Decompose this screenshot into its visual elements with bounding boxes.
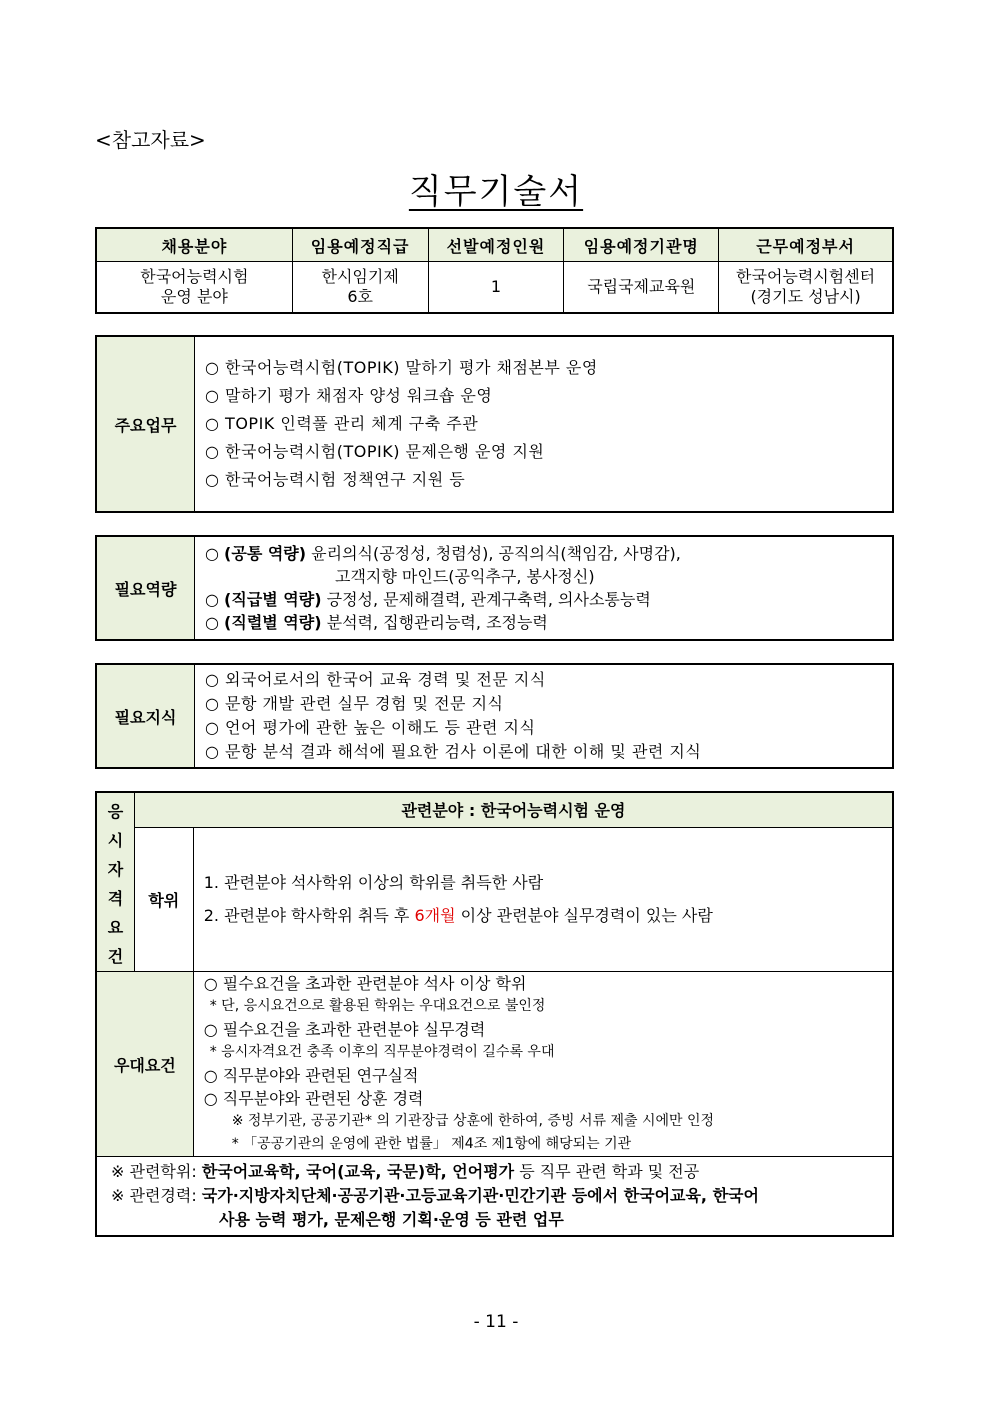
list-item: ○ 필수요건을 초과한 관련분야 실무경력 [203, 1020, 486, 1039]
value-field: 한국어능력시험 운영 분야 [97, 262, 293, 313]
knowledge-list [195, 665, 893, 768]
list-item: ○ 한국어능력시험(TOPIK) 말하기 평가 채점본부 운영 [205, 358, 598, 377]
list-item: ※ 정부기관, 공공기관* 의 기관장급 상훈에 한하여, 증빙 서류 제출 시에만 인정 [231, 1113, 715, 1129]
degree-requirements [193, 827, 892, 971]
list-item: * 응시자격요건 충족 이후의 직무분야경력이 길수록 우대 [209, 1044, 555, 1060]
highlight-duration: 6개월 [414, 906, 456, 926]
list-item: ○ TOPIK 인력풀 관리 체계 구축 주관 [205, 414, 479, 433]
qualification-table [96, 792, 893, 1236]
list-item: * 「공공기관의 운영에 관한 법률」 제4조 제1항에 해당되는 기관 [231, 1136, 632, 1152]
knowledge-label: 필요지식 [97, 665, 195, 768]
list-item: ○ (직급별 역량) 긍정성, 문제해결력, 관계구축력, 의사소통능력 [205, 590, 651, 609]
recruitment-info-table [96, 228, 893, 313]
list-item: 2. 관련분야 학사학위 취득 후 6개월 이상 관련분야 실무경력이 있는 사람 [203, 906, 713, 926]
list-item: * 단, 응시요건으로 활용된 학위는 우대요건으로 불인정 [209, 998, 546, 1014]
competency-table [96, 536, 893, 640]
note-related-career-cont: 사용 능력 평가, 문제은행 기획·운영 등 관련 업무 [219, 1210, 564, 1229]
list-item: ○ 말하기 평가 채점자 양성 워크숍 운영 [205, 386, 493, 405]
list-item: 1. 관련분야 석사학위 이상의 학위를 취득한 사람 [203, 873, 544, 893]
document-title: 직무기술서 [408, 172, 584, 212]
value-count: 1 [428, 262, 564, 313]
related-field-header: 관련분야 : 한국어능력시험 운영 [134, 793, 892, 828]
main-duties-table [96, 336, 893, 512]
list-item: ○ 한국어능력시험 정책연구 지원 등 [205, 470, 466, 489]
header-agency: 임용예정기관명 [564, 229, 719, 262]
qualification-vertical-label: 응 시 자 격 요 건 [97, 793, 135, 972]
preference-list [193, 972, 892, 1157]
knowledge-table [96, 664, 893, 768]
degree-label: 학위 [134, 827, 193, 971]
value-dept: 한국어능력시험센터 (경기도 성남시) [719, 262, 893, 313]
preference-label: 우대요건 [97, 972, 194, 1157]
list-item: ○ 직무분야와 관련된 상훈 경력 [203, 1089, 424, 1108]
list-item: ○ 문항 개발 관련 실무 경험 및 전문 지식 [205, 694, 504, 713]
list-item: ○ 필수요건을 초과한 관련분야 석사 이상 학위 [203, 974, 527, 993]
page-number: - 11 - [473, 1312, 519, 1332]
value-rank: 한시임기제 6호 [292, 262, 428, 313]
list-item: ○ 문항 분석 결과 해석에 필요한 검사 이론에 대한 이해 및 관련 지식 [205, 742, 702, 761]
note-related-degree: ※ 관련학위: 한국어교육학, 국어(교육, 국문)학, 언어평가 등 직무 관련 학과 및 전공 [111, 1162, 700, 1181]
header-field: 채용분야 [97, 229, 293, 262]
info-header-row [97, 229, 893, 262]
header-count: 선발예정인원 [428, 229, 564, 262]
duties-label: 주요업무 [97, 337, 195, 512]
note-related-career: ※ 관련경력: 국가·지방자치단체·공공기관·고등교육기관·민간기관 등에서 한국어교육, 한국어 [111, 1186, 759, 1205]
duties-list [195, 337, 893, 512]
list-item: ○ 한국어능력시험(TOPIK) 문제은행 운영 지원 [205, 442, 545, 461]
list-item: ○ (공통 역량) 윤리의식(공정성, 청렴성), 공직의식(책임감, 사명감), [205, 544, 681, 563]
header-dept: 근무예정부서 [719, 229, 893, 262]
list-item: 고객지향 마인드(공익추구, 봉사정신) [335, 567, 595, 586]
competency-list [195, 537, 893, 640]
list-item: ○ 직무분야와 관련된 연구실적 [203, 1066, 419, 1085]
value-agency: 국립국제교육원 [564, 262, 719, 313]
info-value-row [97, 262, 893, 313]
reference-label: <참고자료> [95, 128, 206, 152]
list-item: ○ (직렬별 역량) 분석력, 집행관리능력, 조정능력 [205, 613, 548, 632]
competency-label: 필요역량 [97, 537, 195, 640]
list-item: ○ 외국어로서의 한국어 교육 경력 및 전문 지식 [205, 670, 546, 689]
related-notes [97, 1157, 893, 1236]
header-rank: 임용예정직급 [292, 229, 428, 262]
list-item: ○ 언어 평가에 관한 높은 이해도 등 관련 지식 [205, 718, 536, 737]
